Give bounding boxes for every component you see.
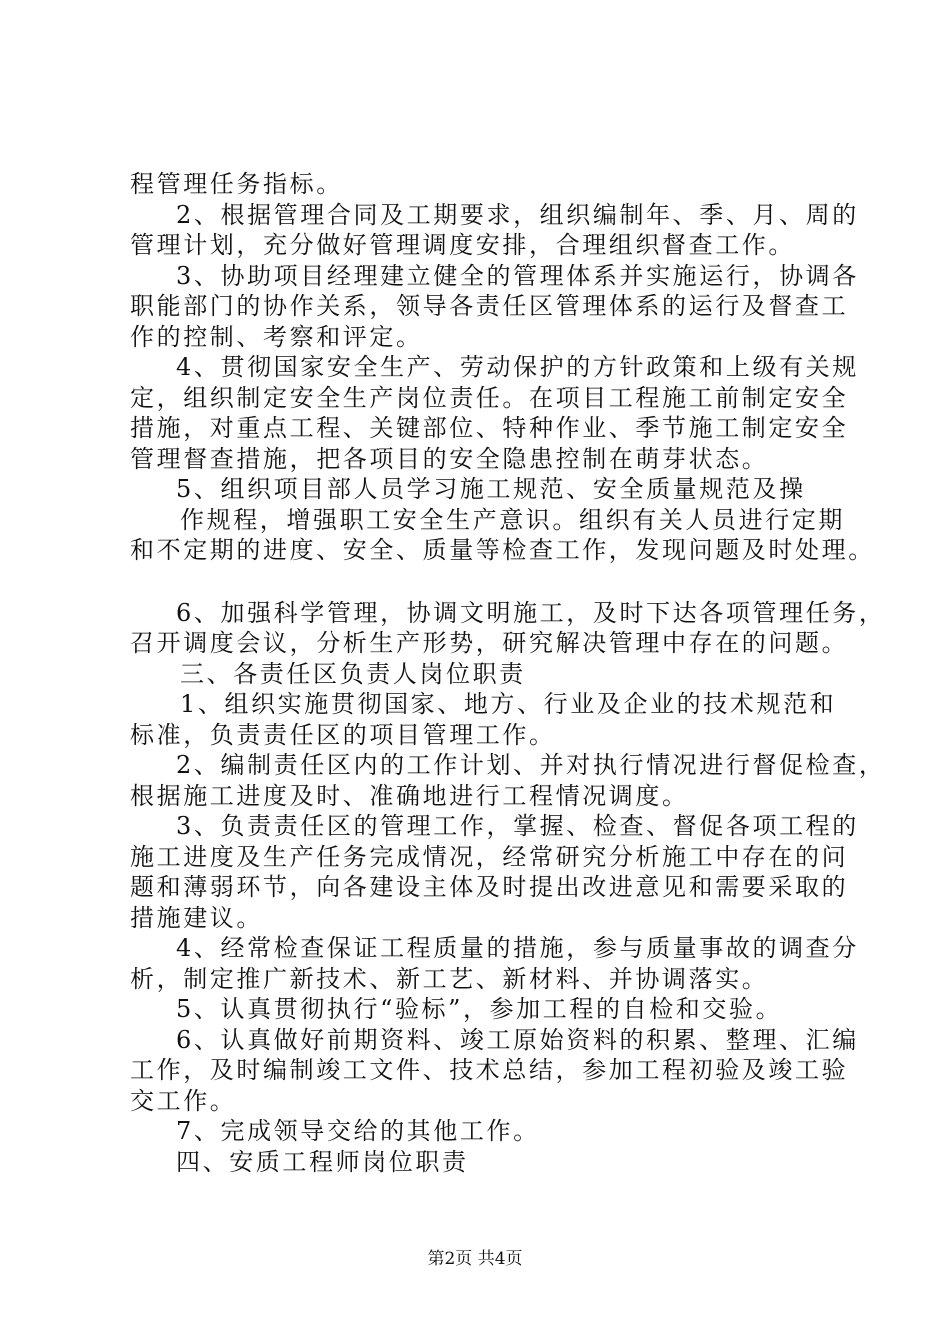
text-line: 作的控制、考察和评定。 <box>130 322 423 351</box>
text-line: 3、负责责任区的管理工作，掌握、检查、督促各项工程的 <box>176 812 859 840</box>
text-line: 程管理任务指标。 <box>130 170 343 198</box>
text-line: 根据施工进度及时、准确地进行工程情况调度。 <box>130 781 689 810</box>
text-line: 召开调度会议，分析生产形势，研究解决管理中存在的问题。 <box>130 629 849 657</box>
text-line: 6、认真做好前期资料、竣工原始资料的积累、整理、汇编 <box>176 1025 859 1054</box>
text-line: 和不定期的进度、安全、质量等检查工作，发现问题及时处理。 <box>130 536 875 564</box>
section-heading: 四、安质工程师岗位职责 <box>176 1147 469 1176</box>
text-line: 措施建议。 <box>130 903 263 932</box>
text-line: 措施，对重点工程、关键部位、特种作业、季节施工制定安全 <box>130 414 849 442</box>
document-body <box>130 169 886 1177</box>
text-line: 管理计划，充分做好管理调度安排，合理组织督查工作。 <box>130 231 795 259</box>
text-line: 工作，及时编制竣工文件、技术总结，参加工程初验及竣工验 <box>130 1056 849 1084</box>
page-number-footer: 第2页 共4页 <box>427 1249 523 1269</box>
text-line: 4、经常检查保证工程质量的措施，参与质量事故的调查分 <box>176 934 859 962</box>
text-line: 6、加强科学管理，协调文明施工，及时下达各项管理任务， <box>176 598 886 627</box>
text-line: 析，制定推广新技术、新工艺、新材料、并协调落实。 <box>130 964 769 993</box>
text-line: 职能部门的协作关系，领导各责任区管理体系的运行及督查工 <box>130 292 849 320</box>
text-line: 3、协助项目经理建立健全的管理体系并实施运行，协调各 <box>176 261 859 290</box>
text-line: 交工作。 <box>130 1086 237 1115</box>
text-line: 定，组织制定安全生产岗位责任。在项目工程施工前制定安全 <box>130 383 849 412</box>
text-line: 7、完成领导交给的其他工作。 <box>176 1117 540 1145</box>
paragraph-gap <box>130 566 850 598</box>
text-line: 标准，负责责任区的项目管理工作。 <box>130 720 556 749</box>
text-line: 5、组织项目部人员学习施工规范、安全质量规范及操 <box>176 475 806 503</box>
text-line: 2、根据管理合同及工期要求，组织编制年、季、月、周的 <box>176 200 859 229</box>
text-line: 4、贯彻国家安全生产、劳动保护的方针政策和上级有关规 <box>176 353 859 381</box>
text-line: 题和薄弱环节，向各建设主体及时提出改进意见和需要采取的 <box>130 873 849 901</box>
section-heading: 三、各责任区负责人岗位职责 <box>180 659 526 688</box>
text-line: 2、编制责任区内的工作计划、并对执行情况进行督促检查， <box>176 751 886 779</box>
text-line: 作规程，增强职工安全生产意识。组织有关人员进行定期 <box>180 505 845 534</box>
text-line: 1、组织实施贯彻国家、地方、行业及企业的技术规范和 <box>180 690 837 718</box>
text-line: 管理督查措施，把各项目的安全隐患控制在萌芽状态。 <box>130 444 769 473</box>
text-line: 施工进度及生产任务完成情况，经常研究分析施工中存在的问 <box>130 842 849 871</box>
text-line: 5、认真贯彻执行“验标”，参加工程的自检和交验。 <box>176 995 783 1023</box>
